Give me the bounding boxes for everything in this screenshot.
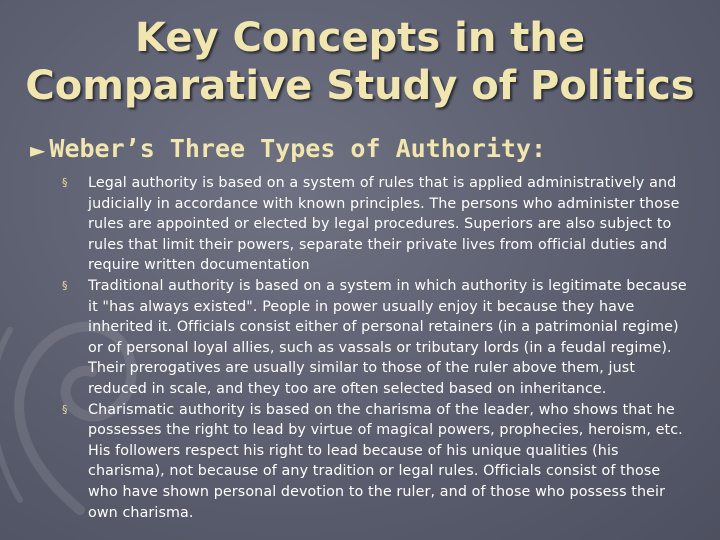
section-bullet-icon: § [62, 176, 68, 189]
list-item-text: Traditional authority is based on a system in which authority is legitimate because it "has always existed". People in power usually enjoy it because they have inherited it. Officials consist either of personal retainers (in a patrimonial regime) or of personal loyal allies, such as vassals or tributary lords (in a feudal regime). Their prerogatives are usually similar to those of the ruler above them, just reduced in scale, and they too are often selected based on inheritance. [88, 277, 687, 397]
list-item-text: Legal authority is based on a system of rules that is applied administratively and judicially in accordance with known principles. The persons who administer those rules are appointed or elected by legal procedures. Superiors are also subject to rules that limit their powers, separate their private lives from official duties and require written documentation [88, 175, 680, 274]
authority-types-list [62, 173, 690, 523]
section-bullet-icon: § [62, 402, 68, 416]
section-bullet-icon: § [62, 278, 68, 292]
slide-title-line-1: Key Concepts in the [135, 15, 585, 61]
slide-title-line-2: Comparative Study of Politics [25, 63, 695, 109]
triangle-bullet-icon: ► [30, 138, 46, 162]
slide-title [0, 14, 720, 110]
list-item-text: Charismatic authority is based on the charisma of the leader, who shows that he possesses the right to lead by virtue of magical powers, prophecies, heroism, etc. His followers respect his right to lead because of his unique qualities (his charisma), not because of any tradition or legal rules. Officials consist of those who have shown personal devotion to the ruler, and of those who possess their own charisma. [88, 401, 683, 521]
section-heading-text: Weber’s Three Types of Authority: [49, 134, 547, 163]
list-item-charismatic-authority [62, 400, 690, 524]
list-item-legal-authority [62, 173, 690, 276]
list-item-traditional-authority [62, 276, 690, 400]
section-heading [30, 134, 546, 165]
